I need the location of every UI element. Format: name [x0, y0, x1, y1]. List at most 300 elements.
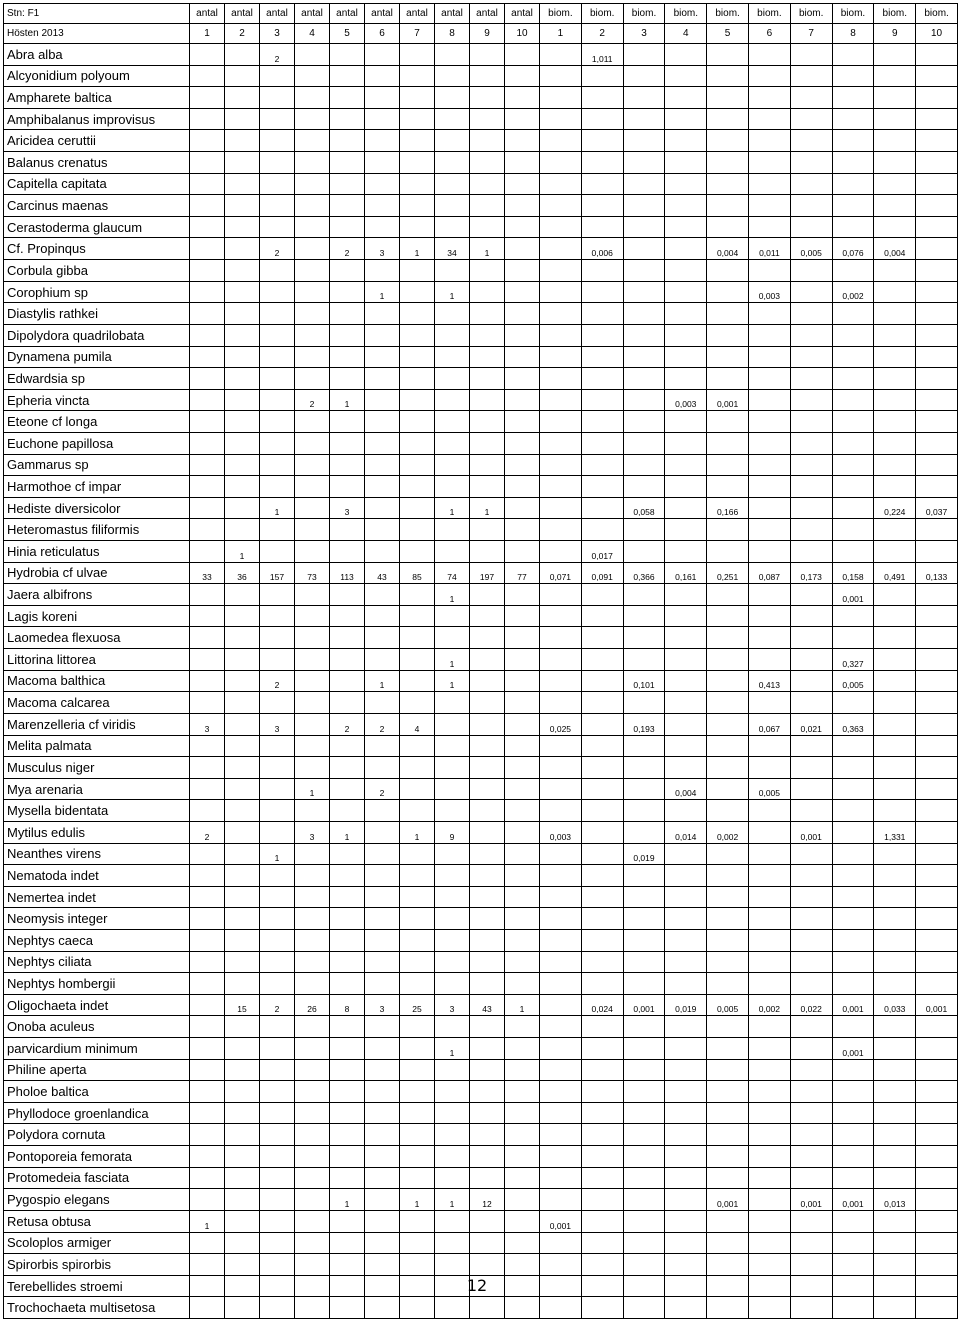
biomass-cell: 0,071: [540, 562, 582, 584]
species-name: Hydrobia cf ulvae: [4, 562, 190, 584]
count-cell: [400, 152, 435, 174]
biomass-cell: 0,014: [665, 821, 707, 843]
table-row: [4, 152, 958, 174]
biomass-cell: [665, 649, 707, 671]
biomass-cell: 0,087: [748, 562, 790, 584]
count-cell: [260, 778, 295, 800]
biomass-cell: [581, 908, 623, 930]
biomass-cell: [540, 670, 582, 692]
biomass-cell: [581, 886, 623, 908]
count-cell: [190, 735, 225, 757]
biomass-cell: [540, 973, 582, 995]
biomass-cell: [665, 324, 707, 346]
biomass-cell: [832, 778, 874, 800]
table-row: [4, 1297, 958, 1319]
count-cell: [295, 584, 330, 606]
biomass-cell: [916, 303, 958, 325]
table-row: [4, 1254, 958, 1276]
biomass-cell: [790, 605, 832, 627]
count-cell: 1: [470, 497, 505, 519]
biomass-cell: [665, 1124, 707, 1146]
count-cell: [505, 281, 540, 303]
biomass-cell: 0,004: [707, 238, 749, 260]
biomass-cell: [581, 152, 623, 174]
species-name: Aricidea ceruttii: [4, 130, 190, 152]
biomass-cell: [874, 476, 916, 498]
count-cell: [330, 1038, 365, 1060]
biomass-cell: [916, 800, 958, 822]
count-cell: [505, 303, 540, 325]
count-cell: [190, 1167, 225, 1189]
biomass-cell: 0,037: [916, 497, 958, 519]
biomass-cell: [748, 929, 790, 951]
count-cell: [505, 541, 540, 563]
count-cell: [505, 1189, 540, 1211]
table-row: [4, 562, 958, 584]
biomass-cell: [874, 843, 916, 865]
biomass-cell: [623, 108, 665, 130]
count-cell: [470, 87, 505, 109]
count-cell: 2: [295, 389, 330, 411]
count-cell: [470, 1102, 505, 1124]
biomass-cell: [665, 368, 707, 390]
biomass-cell: [623, 1232, 665, 1254]
biomass-cell: [665, 108, 707, 130]
count-cell: 157: [260, 562, 295, 584]
biomass-cell: 0,001: [540, 1210, 582, 1232]
biomass-cell: [581, 281, 623, 303]
count-cell: [330, 1016, 365, 1038]
biomass-cell: 0,001: [832, 994, 874, 1016]
count-cell: 3: [435, 994, 470, 1016]
count-cell: [295, 1038, 330, 1060]
count-cell: [225, 108, 260, 130]
count-cell: [295, 800, 330, 822]
biomass-cell: [707, 1210, 749, 1232]
species-name: Philine aperta: [4, 1059, 190, 1081]
count-cell: [470, 735, 505, 757]
biomass-cell: [581, 1038, 623, 1060]
biomass-cell: [540, 800, 582, 822]
header-sample-cell: 8: [435, 24, 470, 44]
count-cell: [295, 411, 330, 433]
biomass-cell: [874, 346, 916, 368]
count-cell: 3: [365, 238, 400, 260]
count-cell: [260, 886, 295, 908]
biomass-cell: [790, 1102, 832, 1124]
count-cell: [260, 260, 295, 282]
count-cell: [295, 1275, 330, 1297]
count-cell: 1: [260, 497, 295, 519]
biomass-cell: [916, 605, 958, 627]
biomass-cell: [707, 303, 749, 325]
count-cell: [470, 951, 505, 973]
count-cell: [435, 476, 470, 498]
biomass-cell: [665, 476, 707, 498]
header-type-cell: antal: [260, 4, 295, 24]
count-cell: [365, 1210, 400, 1232]
header-sample-cell: 2: [225, 24, 260, 44]
biomass-cell: [581, 1146, 623, 1168]
biomass-cell: 0,224: [874, 497, 916, 519]
biomass-cell: [832, 411, 874, 433]
count-cell: [470, 1059, 505, 1081]
count-cell: [190, 1059, 225, 1081]
biomass-cell: [581, 735, 623, 757]
count-cell: [190, 281, 225, 303]
count-cell: [435, 1124, 470, 1146]
count-cell: [190, 152, 225, 174]
biomass-cell: 1,011: [581, 44, 623, 66]
biomass-cell: [874, 1275, 916, 1297]
biomass-cell: [581, 843, 623, 865]
biomass-cell: [874, 908, 916, 930]
count-cell: [190, 627, 225, 649]
biomass-cell: [790, 346, 832, 368]
count-cell: [260, 800, 295, 822]
biomass-cell: 0,025: [540, 713, 582, 735]
biomass-cell: [874, 1232, 916, 1254]
biomass-cell: [665, 627, 707, 649]
species-name: Carcinus maenas: [4, 195, 190, 217]
species-name: Macoma balthica: [4, 670, 190, 692]
count-cell: [190, 1038, 225, 1060]
count-cell: [365, 692, 400, 714]
table-row: [4, 1038, 958, 1060]
species-name: Amphibalanus improvisus: [4, 108, 190, 130]
count-cell: [190, 670, 225, 692]
count-cell: [470, 1081, 505, 1103]
biomass-cell: [832, 368, 874, 390]
biomass-cell: 0,004: [874, 238, 916, 260]
biomass-cell: [790, 1254, 832, 1276]
biomass-cell: [581, 368, 623, 390]
count-cell: [365, 303, 400, 325]
biomass-cell: [748, 1167, 790, 1189]
biomass-cell: [540, 865, 582, 887]
count-cell: [190, 1124, 225, 1146]
species-name: Nephtys hombergii: [4, 973, 190, 995]
biomass-cell: [540, 1167, 582, 1189]
biomass-cell: [790, 87, 832, 109]
biomass-cell: 0,019: [665, 994, 707, 1016]
biomass-cell: [581, 821, 623, 843]
biomass-cell: [790, 303, 832, 325]
species-name: Corbula gibba: [4, 260, 190, 282]
biomass-cell: [748, 389, 790, 411]
table-row: [4, 973, 958, 995]
count-cell: [435, 1254, 470, 1276]
count-cell: [225, 497, 260, 519]
species-name: Capitella capitata: [4, 173, 190, 195]
count-cell: [330, 476, 365, 498]
biomass-cell: [874, 757, 916, 779]
biomass-cell: [665, 843, 707, 865]
species-table-body: [4, 4, 958, 1319]
species-name: Oligochaeta indet: [4, 994, 190, 1016]
count-cell: [365, 929, 400, 951]
count-cell: [225, 1167, 260, 1189]
biomass-cell: [665, 1232, 707, 1254]
table-row: [4, 216, 958, 238]
biomass-cell: [623, 800, 665, 822]
count-cell: [505, 865, 540, 887]
species-name: Neomysis integer: [4, 908, 190, 930]
header-type-cell: biom.: [874, 4, 916, 24]
biomass-cell: [665, 497, 707, 519]
species-name: Cf. Propinqus: [4, 238, 190, 260]
biomass-cell: [790, 670, 832, 692]
table-row: [4, 865, 958, 887]
count-cell: [295, 843, 330, 865]
count-cell: [225, 1146, 260, 1168]
biomass-cell: [874, 1297, 916, 1319]
biomass-cell: 0,002: [832, 281, 874, 303]
count-cell: 1: [435, 1189, 470, 1211]
table-row: [4, 281, 958, 303]
count-cell: [295, 454, 330, 476]
biomass-cell: [832, 173, 874, 195]
biomass-cell: [623, 778, 665, 800]
species-name: Littorina littorea: [4, 649, 190, 671]
count-cell: [330, 281, 365, 303]
biomass-cell: [623, 1167, 665, 1189]
species-name: Pygospio elegans: [4, 1189, 190, 1211]
biomass-cell: [832, 865, 874, 887]
count-cell: [435, 973, 470, 995]
biomass-cell: [748, 411, 790, 433]
count-cell: 1: [400, 238, 435, 260]
biomass-cell: [874, 1081, 916, 1103]
biomass-cell: [707, 541, 749, 563]
biomass-cell: [540, 454, 582, 476]
count-cell: [505, 1297, 540, 1319]
biomass-cell: [748, 1146, 790, 1168]
count-cell: [330, 670, 365, 692]
biomass-cell: [540, 908, 582, 930]
count-cell: [400, 973, 435, 995]
biomass-cell: [790, 432, 832, 454]
biomass-cell: [874, 778, 916, 800]
count-cell: [365, 584, 400, 606]
species-name: Retusa obtusa: [4, 1210, 190, 1232]
count-cell: [330, 541, 365, 563]
count-cell: [190, 692, 225, 714]
count-cell: [225, 195, 260, 217]
biomass-cell: [790, 886, 832, 908]
count-cell: [435, 800, 470, 822]
table-row: [4, 929, 958, 951]
species-name: Nephtys caeca: [4, 929, 190, 951]
biomass-cell: 0,251: [707, 562, 749, 584]
count-cell: [190, 130, 225, 152]
biomass-cell: 0,005: [748, 778, 790, 800]
count-cell: [225, 821, 260, 843]
table-row: [4, 886, 958, 908]
biomass-cell: [540, 1081, 582, 1103]
count-cell: [295, 216, 330, 238]
count-cell: [190, 519, 225, 541]
count-cell: [260, 649, 295, 671]
biomass-cell: [707, 108, 749, 130]
biomass-cell: [581, 65, 623, 87]
count-cell: [365, 1167, 400, 1189]
biomass-cell: [874, 627, 916, 649]
count-cell: 34: [435, 238, 470, 260]
species-name: Nematoda indet: [4, 865, 190, 887]
biomass-cell: [581, 605, 623, 627]
biomass-cell: [916, 886, 958, 908]
biomass-cell: [832, 800, 874, 822]
count-cell: [330, 929, 365, 951]
biomass-cell: [748, 1102, 790, 1124]
count-cell: [505, 1210, 540, 1232]
count-cell: [470, 886, 505, 908]
biomass-cell: [707, 1016, 749, 1038]
count-cell: [225, 1059, 260, 1081]
count-cell: [190, 800, 225, 822]
table-row: [4, 454, 958, 476]
biomass-cell: [540, 649, 582, 671]
count-cell: [330, 324, 365, 346]
count-cell: [260, 1146, 295, 1168]
species-name: Jaera albifrons: [4, 584, 190, 606]
count-cell: [400, 908, 435, 930]
count-cell: 1: [260, 843, 295, 865]
header-sample-cell: 2: [581, 24, 623, 44]
table-row: [4, 843, 958, 865]
biomass-cell: [665, 1038, 707, 1060]
count-cell: [225, 757, 260, 779]
header-type-cell: biom.: [581, 4, 623, 24]
table-row: [4, 541, 958, 563]
count-cell: [295, 173, 330, 195]
biomass-cell: [707, 173, 749, 195]
table-row: [4, 303, 958, 325]
count-cell: [330, 584, 365, 606]
count-cell: [435, 843, 470, 865]
header-type-cell: biom.: [540, 4, 582, 24]
count-cell: [295, 303, 330, 325]
biomass-cell: [623, 1102, 665, 1124]
biomass-cell: [707, 195, 749, 217]
count-cell: [225, 1275, 260, 1297]
count-cell: [470, 1124, 505, 1146]
count-cell: [295, 1016, 330, 1038]
count-cell: [400, 843, 435, 865]
count-cell: [505, 324, 540, 346]
biomass-cell: [874, 108, 916, 130]
biomass-cell: [623, 216, 665, 238]
header-type-cell: antal: [400, 4, 435, 24]
biomass-cell: [832, 130, 874, 152]
biomass-cell: [707, 1038, 749, 1060]
biomass-cell: [790, 735, 832, 757]
count-cell: [470, 476, 505, 498]
count-cell: [400, 260, 435, 282]
count-cell: [260, 1102, 295, 1124]
count-cell: 3: [365, 994, 400, 1016]
biomass-cell: [707, 951, 749, 973]
biomass-cell: [790, 541, 832, 563]
biomass-cell: [623, 973, 665, 995]
count-cell: [400, 649, 435, 671]
biomass-cell: [581, 411, 623, 433]
species-name: Lagis koreni: [4, 605, 190, 627]
biomass-cell: [707, 735, 749, 757]
table-row: [4, 1016, 958, 1038]
header-type-cell: antal: [225, 4, 260, 24]
biomass-cell: [916, 1167, 958, 1189]
biomass-cell: [916, 541, 958, 563]
count-cell: [470, 195, 505, 217]
biomass-cell: 0,002: [748, 994, 790, 1016]
biomass-cell: 0,001: [623, 994, 665, 1016]
count-cell: 74: [435, 562, 470, 584]
biomass-cell: [748, 692, 790, 714]
count-cell: [400, 800, 435, 822]
count-cell: [190, 908, 225, 930]
count-cell: [295, 1254, 330, 1276]
biomass-cell: [581, 1210, 623, 1232]
count-cell: [365, 843, 400, 865]
count-cell: [295, 108, 330, 130]
biomass-cell: [790, 1038, 832, 1060]
biomass-cell: [916, 1038, 958, 1060]
count-cell: [330, 973, 365, 995]
biomass-cell: [748, 1081, 790, 1103]
species-name: Balanus crenatus: [4, 152, 190, 174]
count-cell: [225, 238, 260, 260]
count-cell: [225, 173, 260, 195]
biomass-cell: [665, 886, 707, 908]
biomass-cell: [832, 757, 874, 779]
biomass-cell: [790, 260, 832, 282]
count-cell: [435, 519, 470, 541]
biomass-cell: [832, 541, 874, 563]
biomass-cell: [540, 152, 582, 174]
count-cell: [260, 1038, 295, 1060]
biomass-cell: [623, 519, 665, 541]
biomass-cell: [832, 886, 874, 908]
biomass-cell: 0,491: [874, 562, 916, 584]
biomass-cell: [581, 1254, 623, 1276]
biomass-cell: [832, 1081, 874, 1103]
biomass-cell: [790, 130, 832, 152]
count-cell: [295, 260, 330, 282]
count-cell: [225, 1124, 260, 1146]
biomass-cell: [581, 130, 623, 152]
biomass-cell: [540, 216, 582, 238]
biomass-cell: [748, 649, 790, 671]
count-cell: [295, 627, 330, 649]
biomass-cell: [916, 973, 958, 995]
count-cell: [400, 65, 435, 87]
biomass-cell: 0,013: [874, 1189, 916, 1211]
biomass-cell: [540, 130, 582, 152]
species-name: Hinia reticulatus: [4, 541, 190, 563]
header-sample-cell: 7: [400, 24, 435, 44]
count-cell: [505, 44, 540, 66]
biomass-cell: [581, 476, 623, 498]
header-sample-cell: 8: [832, 24, 874, 44]
biomass-cell: [832, 389, 874, 411]
count-cell: [295, 649, 330, 671]
count-cell: 2: [330, 238, 365, 260]
biomass-cell: [665, 757, 707, 779]
count-cell: 2: [260, 44, 295, 66]
biomass-cell: [748, 303, 790, 325]
